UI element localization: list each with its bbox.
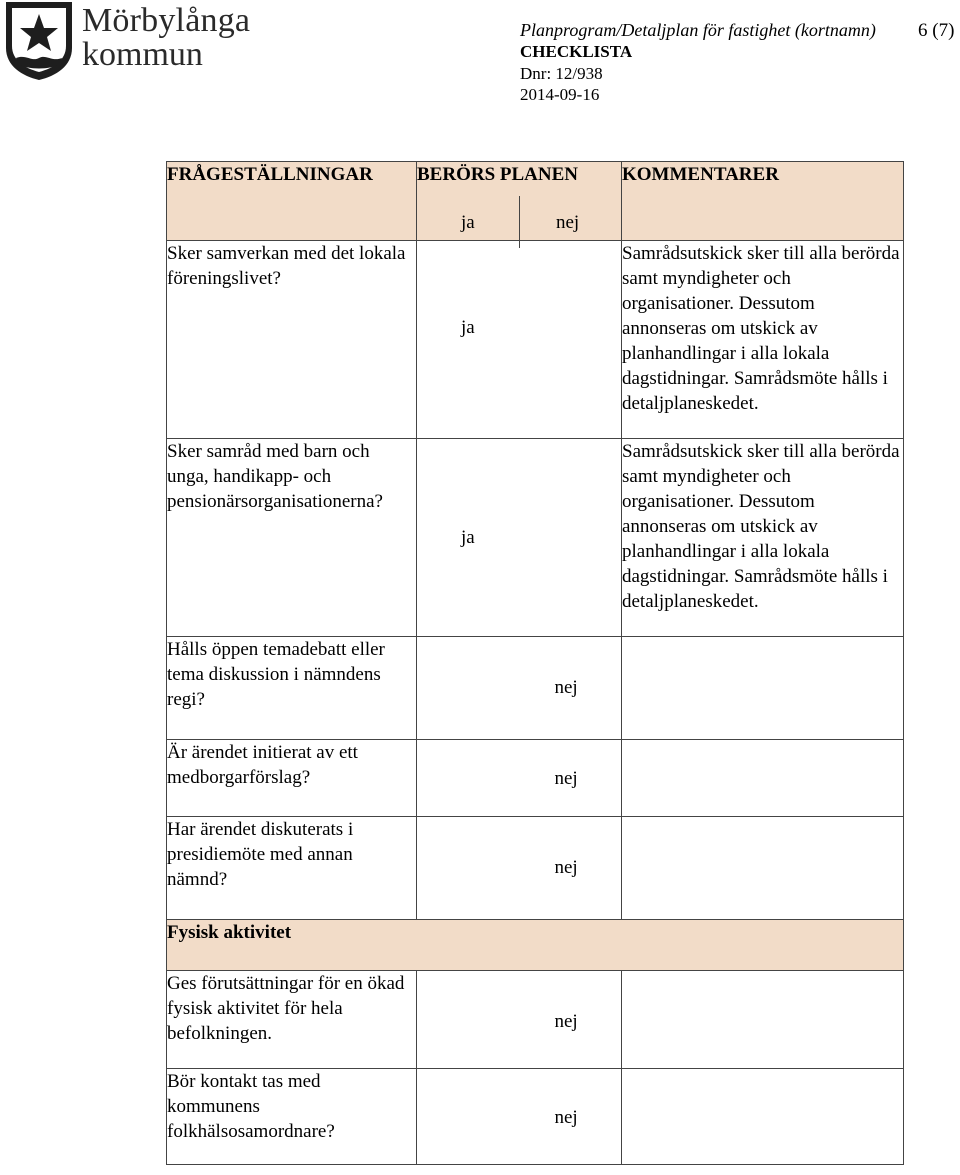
yes-cell (417, 971, 519, 1069)
table-row (167, 241, 904, 439)
coat-of-arms-icon (2, 0, 76, 82)
document-dnr: Dnr: 12/938 (520, 64, 603, 83)
yes-value: ja (461, 527, 475, 548)
no-cell (519, 241, 622, 439)
document-date: 2014-09-16 (520, 85, 600, 104)
table-row (167, 971, 904, 1069)
header-comments-label: KOMMENTARER (622, 164, 779, 185)
comment-text: Samrådsutskick sker till alla berörda samt myndigheter och organisationer. Dessutom annonseras om utskick av planhandlingar i alla lokala dagstidningar. Samrådsmöte hålls i detaljplaneskedet. (622, 441, 900, 612)
checklist-table (166, 161, 904, 1165)
no-cell (519, 971, 622, 1069)
no-value: nej (554, 768, 578, 789)
header-questions (167, 162, 417, 241)
yes-cell (417, 1069, 519, 1165)
no-cell (519, 740, 622, 817)
question-cell (167, 971, 417, 1069)
comment-cell (622, 817, 904, 920)
document-title: Planprogram/Detaljplan för fastighet (kortnamn) (520, 20, 876, 40)
question-text: Har ärendet diskuterats i presidiemöte med annan nämnd? (167, 819, 354, 890)
question-text: Sker samverkan med det lokala föreningslivet? (167, 243, 406, 289)
comment-cell (622, 1069, 904, 1165)
page-header (0, 0, 960, 120)
header-affects (417, 162, 622, 241)
no-cell (519, 637, 622, 740)
header-affects-label: BERÖRS PLANEN (417, 164, 578, 185)
question-cell (167, 241, 417, 439)
no-value: nej (554, 677, 578, 698)
page-number: 6 (7) (918, 20, 955, 41)
yes-cell (417, 241, 519, 439)
header-comments (622, 162, 904, 241)
comment-cell (622, 971, 904, 1069)
comment-cell (622, 241, 904, 439)
comment-cell (622, 740, 904, 817)
table-row (167, 740, 904, 817)
no-cell (519, 439, 622, 637)
question-text: Är ärendet initierat av ett medborgarförslag? (167, 742, 358, 788)
municipality-logo (2, 0, 252, 82)
question-text: Ges förutsättningar för en ökad fysisk aktivitet för hela befolkningen. (167, 973, 405, 1044)
no-cell (519, 1069, 622, 1165)
yes-value: ja (461, 317, 475, 338)
section-header-row (167, 920, 904, 971)
yes-cell (417, 817, 519, 920)
comment-text: Samrådsutskick sker till alla berörda samt myndigheter och organisationer. Dessutom annonseras om utskick av planhandlingar i alla lokala dagstidningar. Samrådsmöte hålls i detaljplaneskedet. (622, 243, 900, 414)
question-cell (167, 740, 417, 817)
logo-text-line2: kommun (82, 36, 203, 73)
header-questions-label: FRÅGESTÄLLNINGAR (167, 164, 373, 185)
comment-cell (622, 637, 904, 740)
question-cell (167, 1069, 417, 1165)
no-value: nej (554, 1011, 578, 1032)
yes-cell (417, 439, 519, 637)
section-title: Fysisk aktivitet (167, 920, 904, 971)
header-yes-label: ja (461, 212, 475, 233)
yes-cell (417, 740, 519, 817)
question-text: Sker samråd med barn och unga, handikapp- och pensionärsorganisationerna? (167, 441, 383, 512)
document-type: CHECKLISTA (520, 42, 633, 61)
yes-cell (417, 637, 519, 740)
question-cell (167, 817, 417, 920)
comment-cell (622, 439, 904, 637)
question-cell (167, 637, 417, 740)
table-row (167, 817, 904, 920)
header-no-label: nej (556, 212, 580, 233)
table-row (167, 1069, 904, 1165)
no-cell (519, 817, 622, 920)
table-row (167, 637, 904, 740)
table-row (167, 439, 904, 637)
no-value: nej (554, 1107, 578, 1128)
no-value: nej (554, 857, 578, 878)
question-cell (167, 439, 417, 637)
question-text: Bör kontakt tas med kommunens folkhälsosamordnare? (167, 1071, 335, 1142)
question-text: Hålls öppen temadebatt eller tema diskussion i nämndens regi? (167, 639, 385, 710)
table-header-row (167, 162, 904, 241)
logo-text-line1: Mörbylånga (82, 2, 251, 39)
